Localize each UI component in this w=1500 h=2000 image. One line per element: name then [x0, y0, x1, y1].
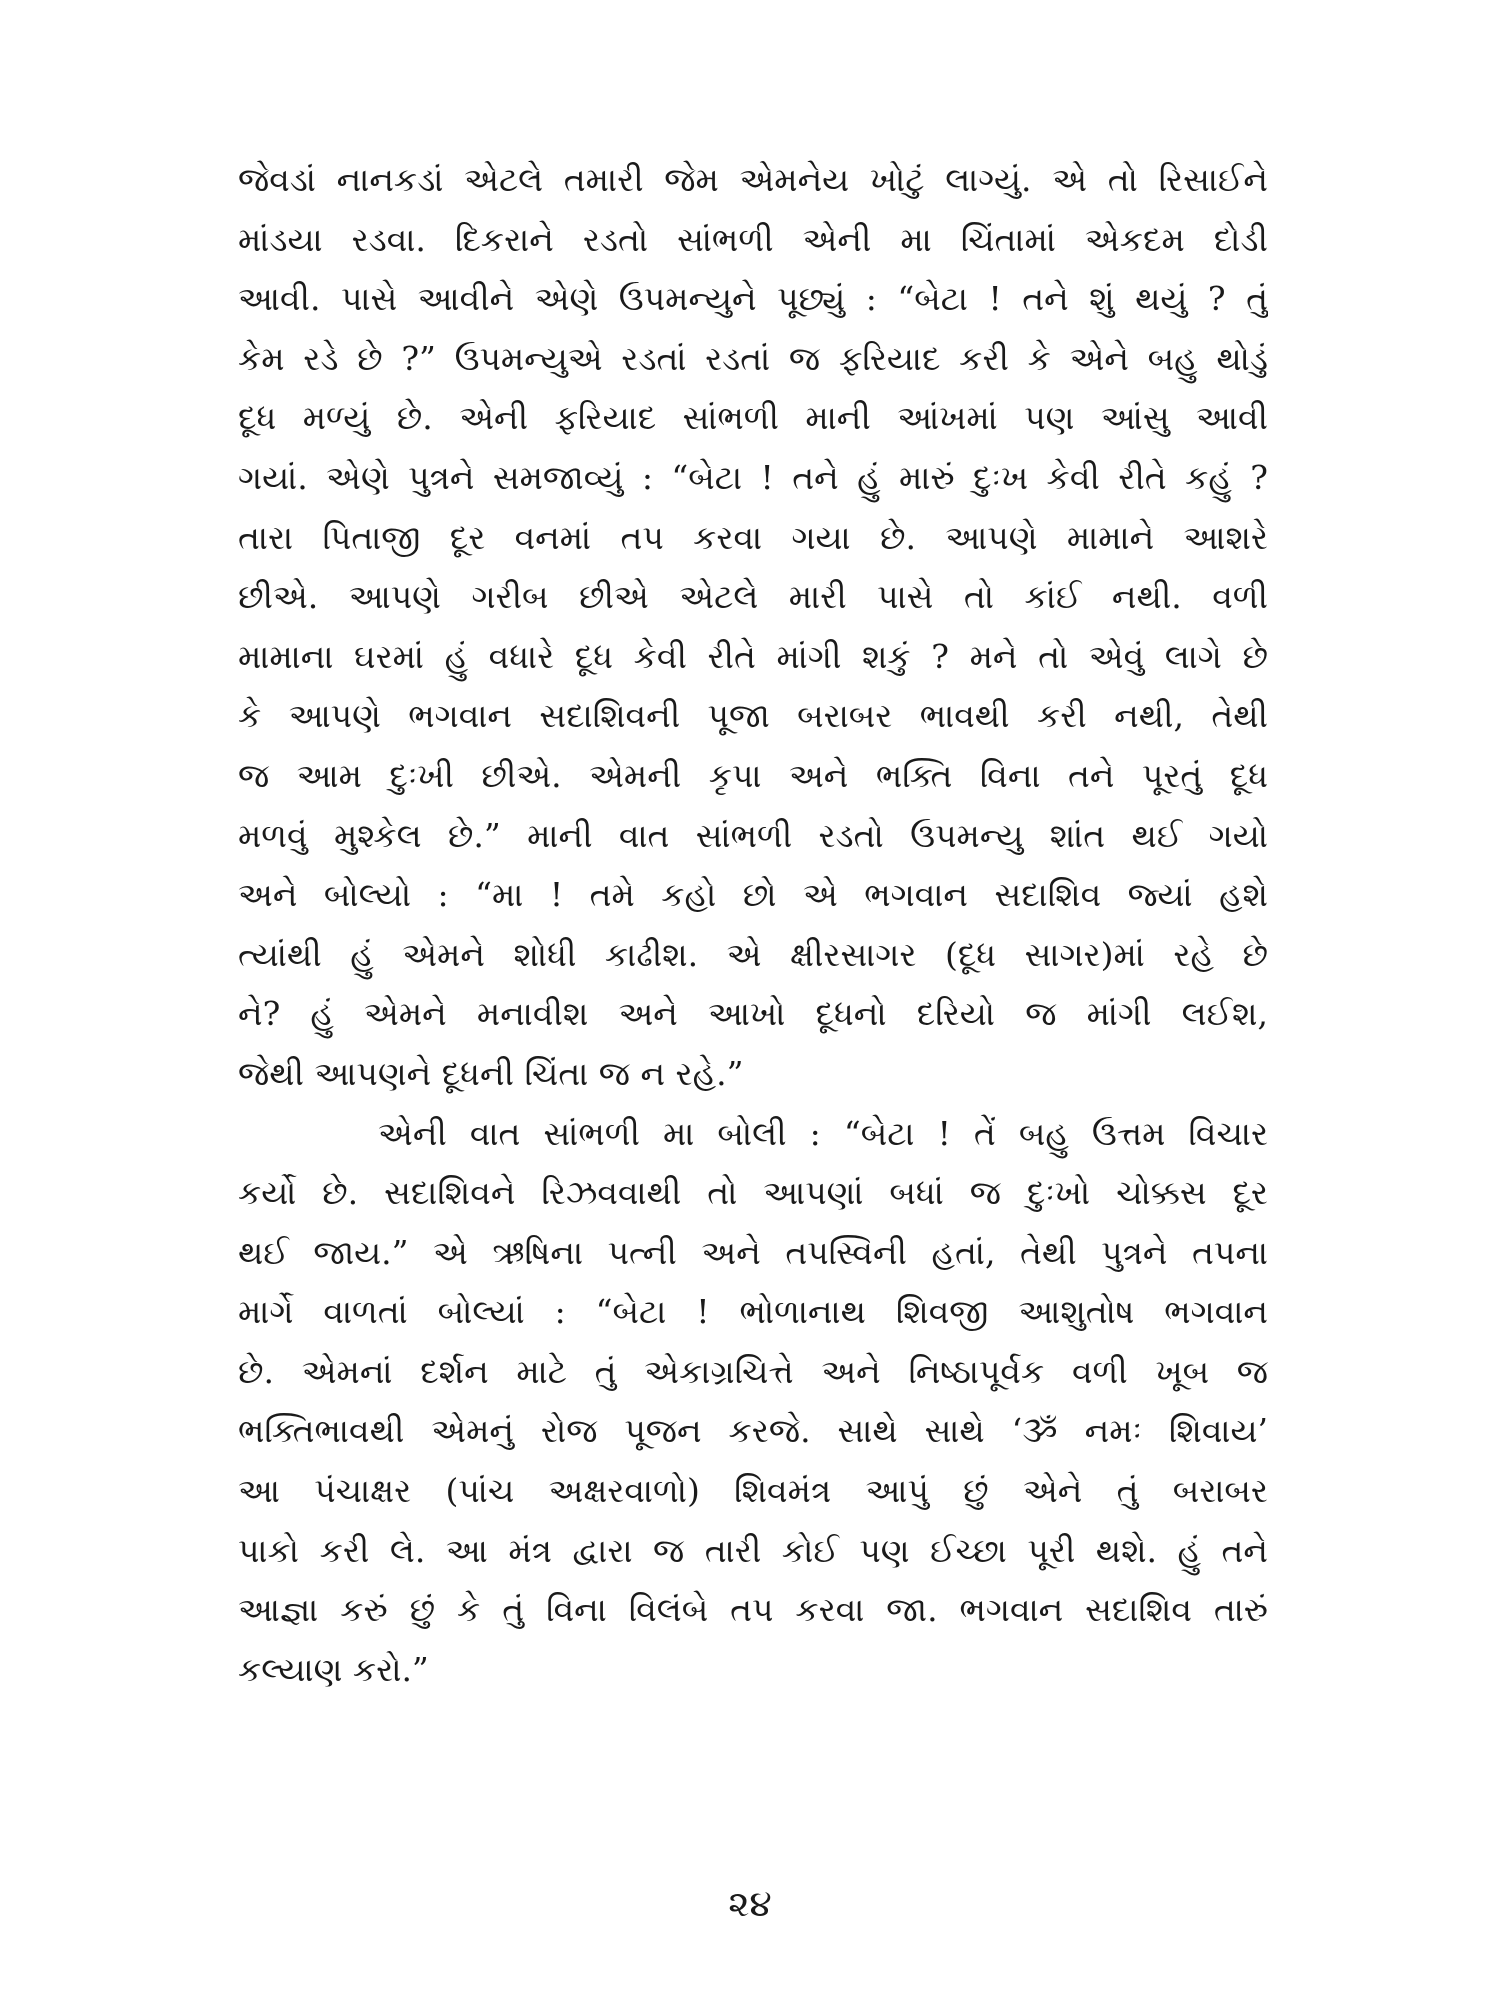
text-line: આ પંચાક્ષર (પાંચ અક્ષરવાળો) શિવમંત્ર આપું છું એને તું બરાબર — [238, 1471, 1268, 1511]
page-number: ૨૪ — [728, 1884, 772, 1925]
text-line: આવી. પાસે આવીને એણે ઉપમન્યુને પૂછ્યું : “બેટા ! તને શું થયું ? તું — [238, 279, 1268, 319]
text-line: થઈ જાય.” એ ઋષિના પત્ની અને તપસ્વિની હતાં, તેથી પુત્રને તપના — [238, 1232, 1268, 1272]
text-line: માર્ગે વાળતાં બોલ્યાં : “બેટા ! ભોળાનાથ શિવજી આશુતોષ ભગવાન — [238, 1292, 1268, 1332]
text-line: છીએ. આપણે ગરીબ છીએ એટલે મારી પાસે તો કાંઈ નથી. વળી — [238, 577, 1268, 617]
text-line: આજ્ઞા કરું છું કે તું વિના વિલંબે તપ કરવા જા. ભગવાન સદાશિવ તારું — [238, 1590, 1268, 1630]
text-line: જ આમ દુઃખી છીએ. એમની કૃપા અને ભક્તિ વિના તને પૂરતું દૂધ — [238, 755, 1268, 795]
text-line: ને? હું એમને મનાવીશ અને આખો દૂધનો દરિયો જ માંગી લઈશ, — [238, 994, 1268, 1034]
text-line: ત્યાંથી હું એમને શોધી કાઢીશ. એ ક્ષીરસાગર (દૂધ સાગર)માં રહે છે — [238, 934, 1268, 974]
text-line: પાકો કરી લે. આ મંત્ર દ્વારા જ તારી કોઈ પણ ઈચ્છા પૂરી થશે. હું તને — [238, 1530, 1268, 1570]
text-line: કે આપણે ભગવાન સદાશિવની પૂજા બરાબર ભાવથી કરી નથી, તેથી — [238, 696, 1268, 736]
text-line: મળવું મુશ્કેલ છે.” માની વાત સાંભળી રડતો ઉપમન્યુ શાંત થઈ ગયો — [238, 815, 1268, 855]
text-line: મામાના ઘરમાં હું વધારે દૂધ કેવી રીતે માંગી શકું ? મને તો એવું લાગે છે — [238, 636, 1268, 676]
text-line: ગયાં. એણે પુત્રને સમજાવ્યું : “બેટા ! તને હું મારું દુઃખ કેવી રીતે કહું ? — [238, 457, 1268, 497]
text-line: કેમ રડે છે ?” ઉપમન્યુએ રડતાં રડતાં જ ફરિયાદ કરી કે એને બહુ થોડું — [238, 338, 1268, 378]
text-line: છે. એમનાં દર્શન માટે તું એકાગ્રચિત્તે અને નિષ્ઠાપૂર્વક વળી ખૂબ જ — [238, 1351, 1268, 1391]
paragraph-end-line: કલ્યાણ કરો.” — [238, 1649, 429, 1689]
text-line: અને બોલ્યો : “મા ! તમે કહો છો એ ભગવાન સદાશિવ જ્યાં હશે — [238, 875, 1268, 915]
text-line: તારા પિતાજી દૂર વનમાં તપ કરવા ગયા છે. આપણે મામાને આશરે — [238, 517, 1268, 557]
text-line: ભક્તિભાવથી એમનું રોજ પૂજન કરજે. સાથે સાથે ‘ૐ નમઃ શિવાય’ — [238, 1411, 1268, 1451]
text-line: માંડયા રડવા. દિકરાને રડતો સાંભળી એની મા ચિંતામાં એકદમ દોડી — [238, 219, 1268, 259]
text-line: કર્યો છે. સદાશિવને રિઝવવાથી તો આપણાં બધાં જ દુઃખો ચોક્કસ દૂર — [238, 1173, 1268, 1213]
body-text — [238, 150, 1268, 1699]
text-line: દૂધ મળ્યું છે. એની ફરિયાદ સાંભળી માની આંખમાં પણ આંસુ આવી — [238, 398, 1268, 438]
paragraph-end-line: જેથી આપણને દૂધની ચિંતા જ ન રહે.” — [238, 1053, 744, 1093]
text-line: જેવડાં નાનકડાં એટલે તમારી જેમ એમનેય ખોટું લાગ્યું. એ તો રિસાઈને — [238, 160, 1268, 199]
paragraph-start-line: એની વાત સાંભળી મા બોલી : “બેટા ! તેં બહુ ઉત્તમ વિચાર — [378, 1113, 1268, 1153]
